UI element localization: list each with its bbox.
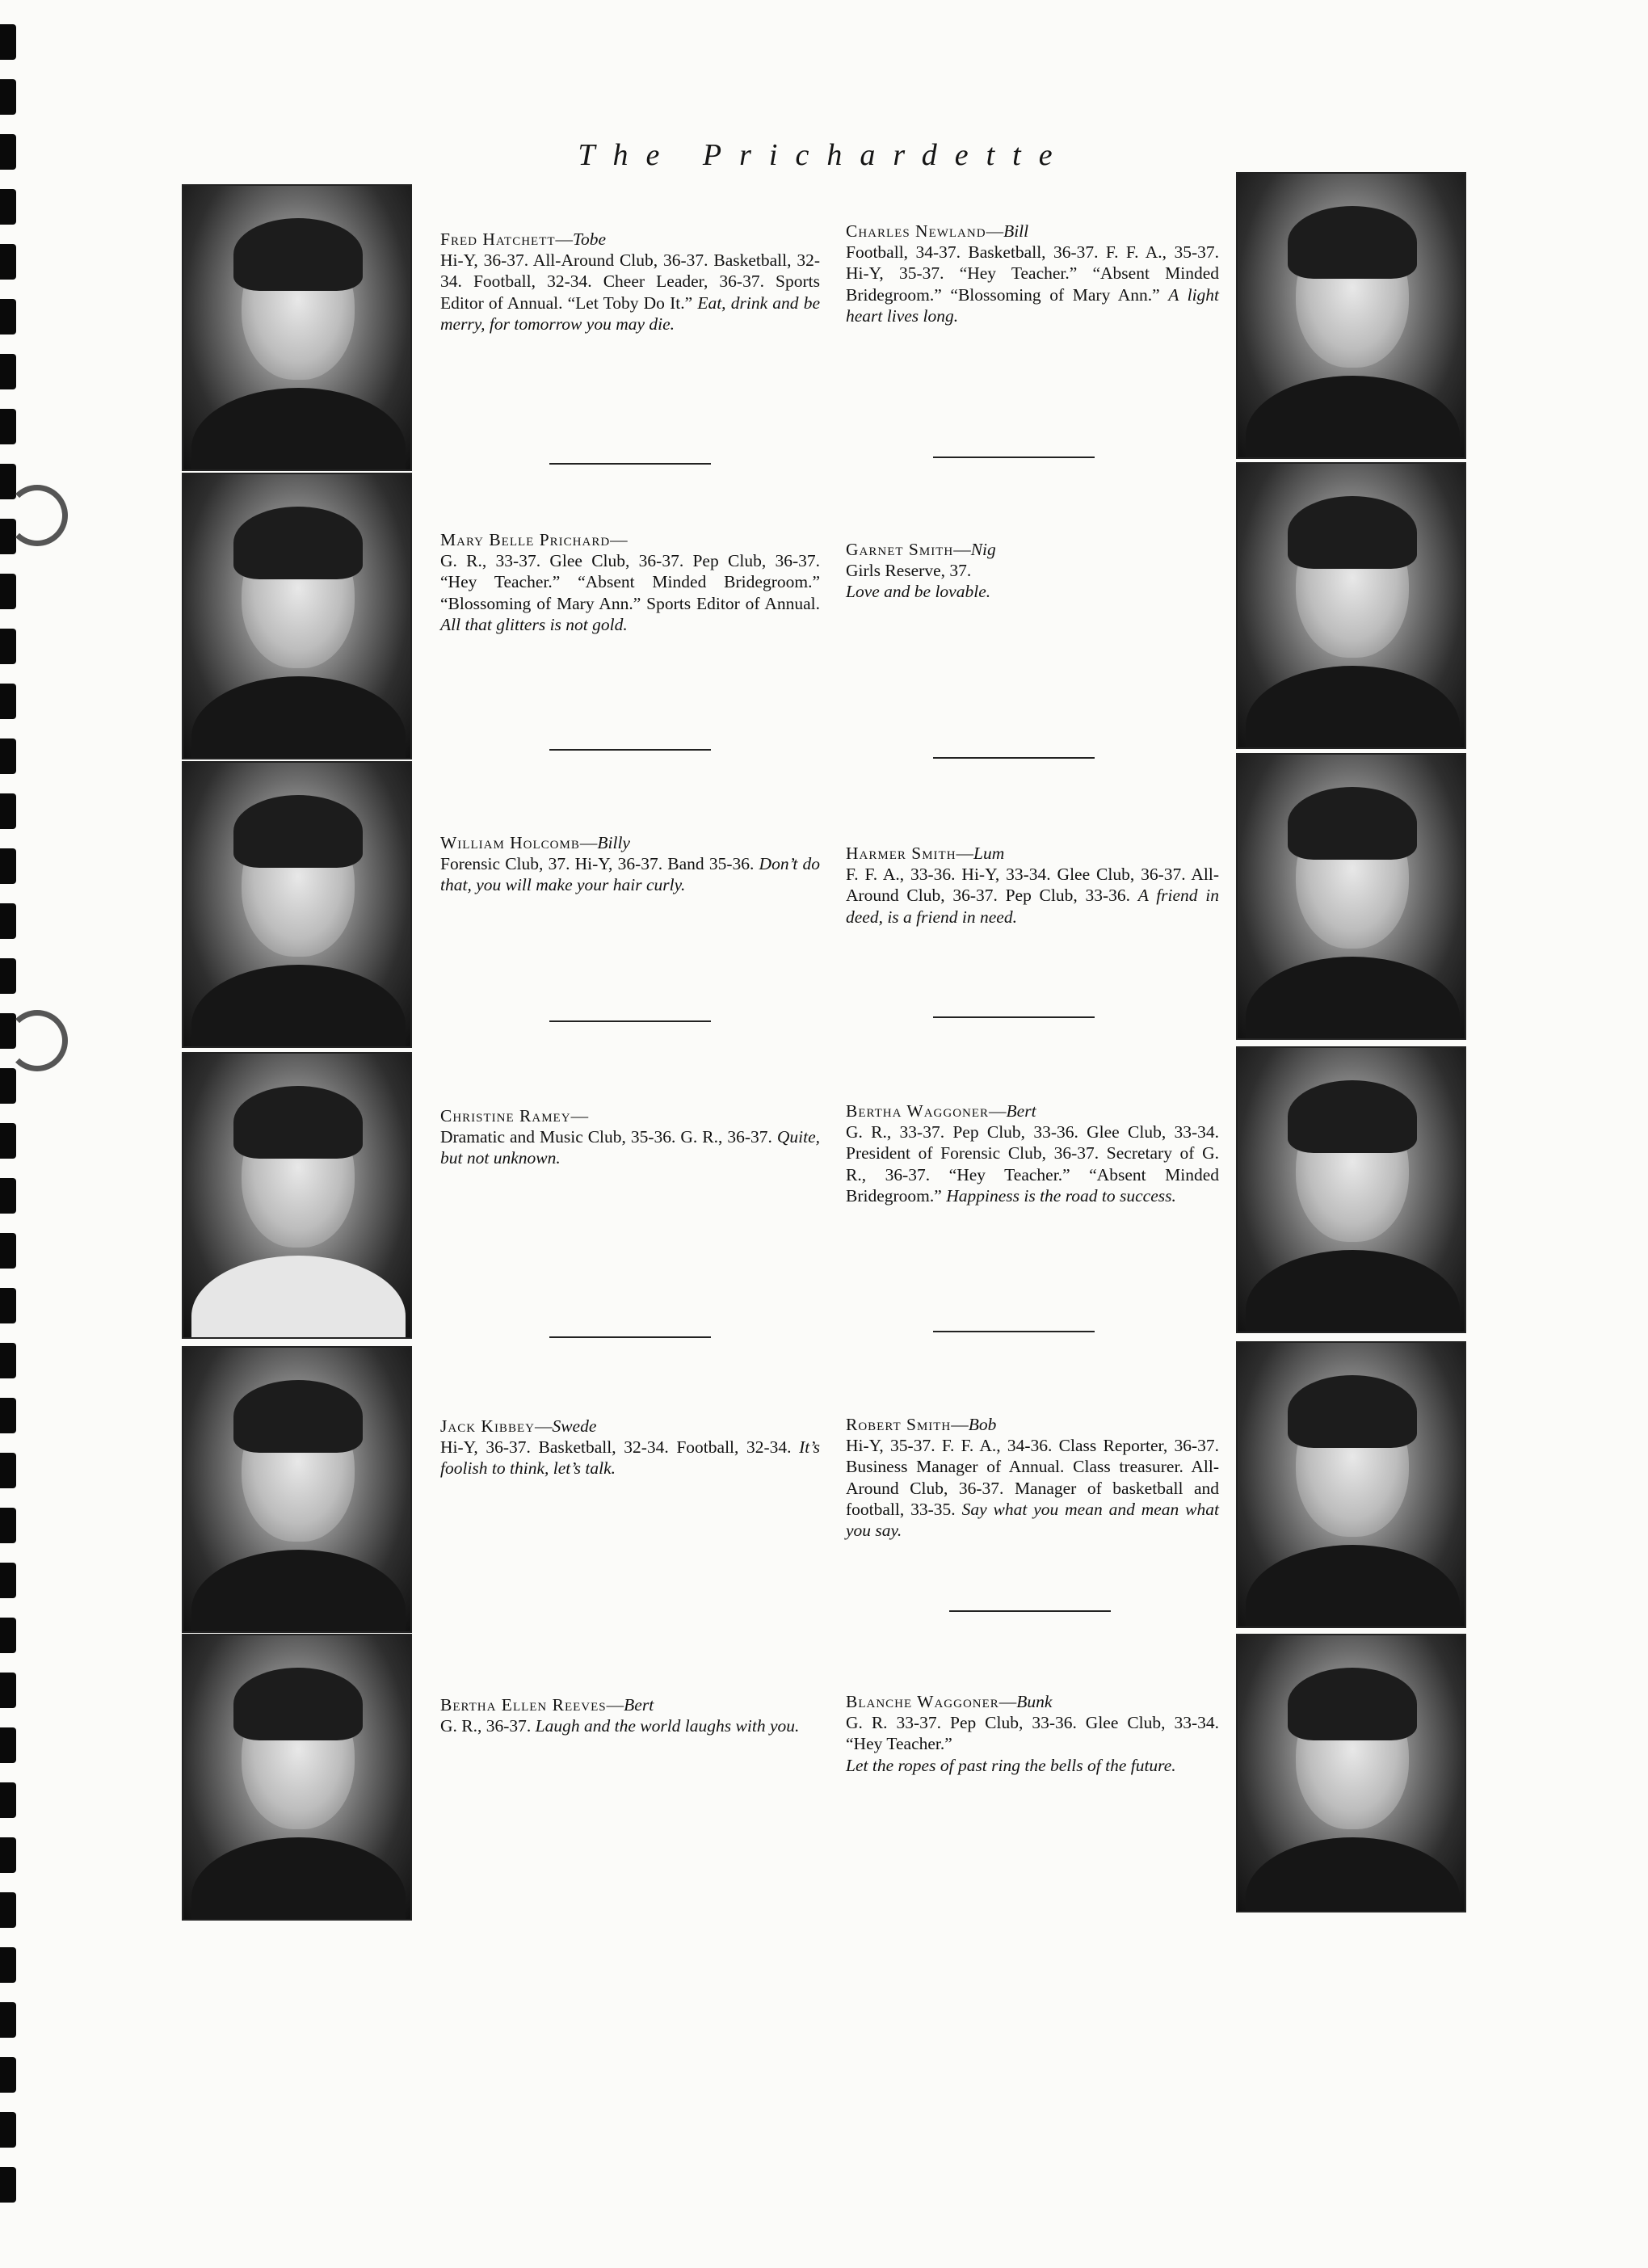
student-nickname: Bert	[1006, 1101, 1036, 1121]
binding-tick	[0, 1398, 16, 1433]
binding-tick	[0, 1618, 16, 1653]
student-motto: All that glitters is not gold.	[440, 614, 628, 634]
student-activities: G. R. 33-37. Pep Club, 33-36. Glee Club, 33-34. “Hey Teacher.”	[846, 1713, 1219, 1754]
portrait-christine-ramey	[182, 1052, 412, 1339]
student-activities: Forensic Club, 37. Hi-Y, 36-37. Band 35-36.	[440, 854, 755, 874]
binding-tick	[0, 354, 16, 389]
binding-tick	[0, 1068, 16, 1104]
binding-tick	[0, 629, 16, 664]
student-nickname: Billy	[597, 833, 630, 852]
divider	[933, 757, 1095, 759]
portrait-harmer-smith	[1236, 753, 1466, 1040]
binding-tick	[0, 79, 16, 115]
student-nickname: Bob	[968, 1415, 997, 1434]
student-nickname: Swede	[552, 1416, 597, 1436]
binding-tick	[0, 1563, 16, 1598]
student-motto: Happiness is the road to success.	[946, 1185, 1176, 1206]
entry-left-5: Bertha Ellen Reeves—Bert G. R., 36-37. Laugh and the world laughs with you.	[440, 1695, 800, 1736]
binding-tick	[0, 1233, 16, 1269]
student-nickname: Lum	[973, 844, 1005, 863]
student-name: Garnet Smith	[846, 540, 954, 559]
binding-tick	[0, 2057, 16, 2093]
portrait-blanche-waggoner	[1236, 1634, 1466, 1912]
student-activities: G. R., 36-37.	[440, 1716, 532, 1736]
student-activities: Girls Reserve, 37.	[846, 561, 972, 581]
student-motto: It’s foolish to think, let’s talk.	[440, 1437, 820, 1479]
binding-tick	[0, 244, 16, 280]
student-activities: Football, 34-37. Basketball, 36-37. F. F. A., 35-37. Hi-Y, 35-37. “Hey Teacher.” “Absent Minded Bridegroom.” “Blossoming of Mary Ann.”	[846, 242, 1219, 305]
binding-tick	[0, 2002, 16, 2038]
binding-tick	[0, 1343, 16, 1378]
entry-right-3: Bertha Waggoner—Bert G. R., 33-37. Pep Club, 33-36. Glee Club, 33-34. President of Forensic Club, 36-37. Secretary of G. R., 36-37. “Hey Teacher.” “Absent Minded Bridegroom.” Happiness is the road to success.	[846, 1101, 1219, 1206]
entry-right-5: Blanche Waggoner—Bunk G. R. 33-37. Pep Club, 33-36. Glee Club, 33-34. “Hey Teacher.” Let the ropes of past ring the bells of the future.	[846, 1692, 1219, 1775]
page-title: The Prichardette	[578, 138, 1070, 172]
binding-tick	[0, 189, 16, 225]
binding-tick	[0, 958, 16, 994]
student-motto: Let the ropes of past ring the bells of the future.	[846, 1755, 1176, 1775]
binding-tick	[0, 1453, 16, 1488]
binding-tick	[0, 738, 16, 774]
portrait-robert-smith	[1236, 1341, 1466, 1628]
binding-ring	[6, 1010, 68, 1071]
entry-left-0: Fred Hatchett—Tobe Hi-Y, 36-37. All-Around Club, 36-37. Basketball, 32-34. Football, 32-34. Cheer Leader, 36-37. Sports Editor of Annual. “Let Toby Do It.” Eat, drink and be merry, for tomorrow you may die.	[440, 229, 820, 334]
binding-tick	[0, 1288, 16, 1323]
binding-tick	[0, 1123, 16, 1159]
binding-tick	[0, 1947, 16, 1983]
portrait-fred-hatchett	[182, 184, 412, 471]
binding-tick	[0, 1508, 16, 1543]
binding-tick	[0, 2167, 16, 2203]
student-motto: Quite, but not unknown.	[440, 1127, 821, 1168]
student-motto: Say what you mean and mean what you say.	[846, 1499, 1219, 1541]
binding-tick	[0, 848, 16, 884]
student-nickname: Bert	[624, 1695, 654, 1715]
student-activities: F. F. A., 33-36. Hi-Y, 33-34. Glee Club, 36-37. All-Around Club, 36-37. Pep Club, 33-36.	[846, 865, 1219, 906]
binding-tick	[0, 1178, 16, 1214]
entry-left-3: Christine Ramey— Dramatic and Music Club, 35-36. G. R., 36-37. Quite, but not unknown.	[440, 1106, 821, 1168]
student-nickname: Bill	[1003, 221, 1029, 241]
binding-tick	[0, 1727, 16, 1763]
binding-tick	[0, 409, 16, 444]
binding-ring	[6, 485, 68, 546]
portrait-garnet-smith	[1236, 462, 1466, 749]
student-motto: A friend in deed, is a friend in need.	[846, 886, 1220, 927]
binding-tick	[0, 2112, 16, 2148]
divider	[549, 749, 711, 751]
divider	[549, 463, 711, 465]
portrait-bertha-ellen-reeves	[182, 1634, 412, 1921]
student-name: Robert Smith	[846, 1415, 952, 1434]
divider	[933, 1016, 1095, 1018]
entry-left-2: William Holcomb—Billy Forensic Club, 37. Hi-Y, 36-37. Band 35-36. Don’t do that, you will make your hair curly.	[440, 833, 820, 895]
divider	[949, 1610, 1111, 1612]
student-motto: Laugh and the world laughs with you.	[535, 1716, 800, 1736]
student-name: Blanche Waggoner	[846, 1692, 999, 1711]
entry-right-0: Charles Newland—Bill Football, 34-37. Basketball, 36-37. F. F. A., 35-37. Hi-Y, 35-37. “Hey Teacher.” “Absent Minded Bridegroom.” “Blossoming of Mary Ann.” A light heart lives long.	[846, 221, 1220, 326]
student-name: Mary Belle Prichard	[440, 530, 611, 549]
student-name: Jack Kibbey	[440, 1416, 535, 1436]
binding-tick	[0, 574, 16, 609]
portrait-william-holcomb	[182, 761, 412, 1048]
portrait-charles-newland	[1236, 172, 1466, 459]
binding-tick	[0, 684, 16, 719]
student-activities: G. R., 33-37. Pep Club, 33-36. Glee Club, 33-34. President of Forensic Club, 36-37. Secretary of G. R., 36-37. “Hey Teacher.” “Absent Minded Bridegroom.”	[846, 1122, 1219, 1206]
binding-tick	[0, 24, 16, 60]
binding-tick	[0, 903, 16, 939]
student-name: Bertha Ellen Reeves	[440, 1695, 607, 1715]
divider	[933, 1331, 1095, 1332]
entry-right-4: Robert Smith—Bob Hi-Y, 35-37. F. F. A., 34-36. Class Reporter, 36-37. Business Manager of Annual. Class treasurer. All-Around Club, 36-37. Manager of basketball and football, 33-35. Say what you mean and mean what you say.	[846, 1415, 1219, 1541]
student-motto: Eat, drink and be merry, for tomorrow you may die.	[440, 292, 820, 334]
entry-left-1: Mary Belle Prichard— G. R., 33-37. Glee Club, 36-37. Pep Club, 36-37. “Hey Teacher.” “Absent Minded Bridegroom.” “Blossoming of Mary Ann.” Sports Editor of Annual. All that glitters is not gold.	[440, 530, 820, 634]
portrait-mary-belle-prichard	[182, 473, 412, 760]
student-motto: Love and be lovable.	[846, 582, 991, 602]
student-motto: Don’t do that, you will make your hair curly.	[440, 854, 820, 895]
divider	[549, 1336, 711, 1338]
binding-tick	[0, 793, 16, 829]
student-name: Bertha Waggoner	[846, 1101, 990, 1121]
binding-tick	[0, 1892, 16, 1928]
student-activities: Hi-Y, 36-37. Basketball, 32-34. Football, 32-34.	[440, 1437, 792, 1458]
entry-left-4: Jack Kibbey—Swede Hi-Y, 36-37. Basketball, 32-34. Football, 32-34. It’s foolish to think, let’s talk.	[440, 1416, 820, 1479]
entry-right-2: Harmer Smith—Lum F. F. A., 33-36. Hi-Y, 33-34. Glee Club, 36-37. All-Around Club, 36-37. Pep Club, 33-36. A friend in deed, is a friend in need.	[846, 844, 1220, 927]
binding-tick	[0, 299, 16, 335]
student-name: Harmer Smith	[846, 844, 956, 863]
student-activities: G. R., 33-37. Glee Club, 36-37. Pep Club, 36-37. “Hey Teacher.” “Absent Minded Bridegroom.” “Blossoming of Mary Ann.” Sports Editor of Annual.	[440, 551, 820, 613]
student-name: Charles Newland	[846, 221, 986, 241]
student-name: Christine Ramey	[440, 1106, 571, 1126]
student-activities: Hi-Y, 36-37. All-Around Club, 36-37. Basketball, 32-34. Football, 32-34. Cheer Leader, 36-37. Sports Editor of Annual. “Let Toby Do It.”	[440, 250, 820, 313]
entry-right-1: Garnet Smith—Nig Girls Reserve, 37. Love and be lovable.	[846, 540, 996, 602]
divider	[549, 1020, 711, 1022]
student-nickname: Nig	[970, 540, 996, 559]
student-name: Fred Hatchett	[440, 229, 556, 249]
spiral-binding	[0, 0, 32, 2268]
student-name: William Holcomb	[440, 833, 580, 852]
portrait-jack-kibbey	[182, 1346, 412, 1633]
student-activities: Dramatic and Music Club, 35-36. G. R., 36-37.	[440, 1127, 772, 1147]
portrait-bertha-waggoner	[1236, 1046, 1466, 1333]
student-activities: Hi-Y, 35-37. F. F. A., 34-36. Class Reporter, 36-37. Business Manager of Annual. Class treasurer. All-Around Club, 36-37. Manager of basketball and football, 33-35.	[846, 1436, 1219, 1519]
divider	[933, 457, 1095, 458]
student-nickname: Tobe	[573, 229, 607, 249]
binding-tick	[0, 1673, 16, 1708]
binding-tick	[0, 1837, 16, 1873]
student-nickname: Bunk	[1016, 1692, 1053, 1711]
student-motto: A light heart lives long.	[846, 284, 1220, 326]
binding-tick	[0, 1782, 16, 1818]
